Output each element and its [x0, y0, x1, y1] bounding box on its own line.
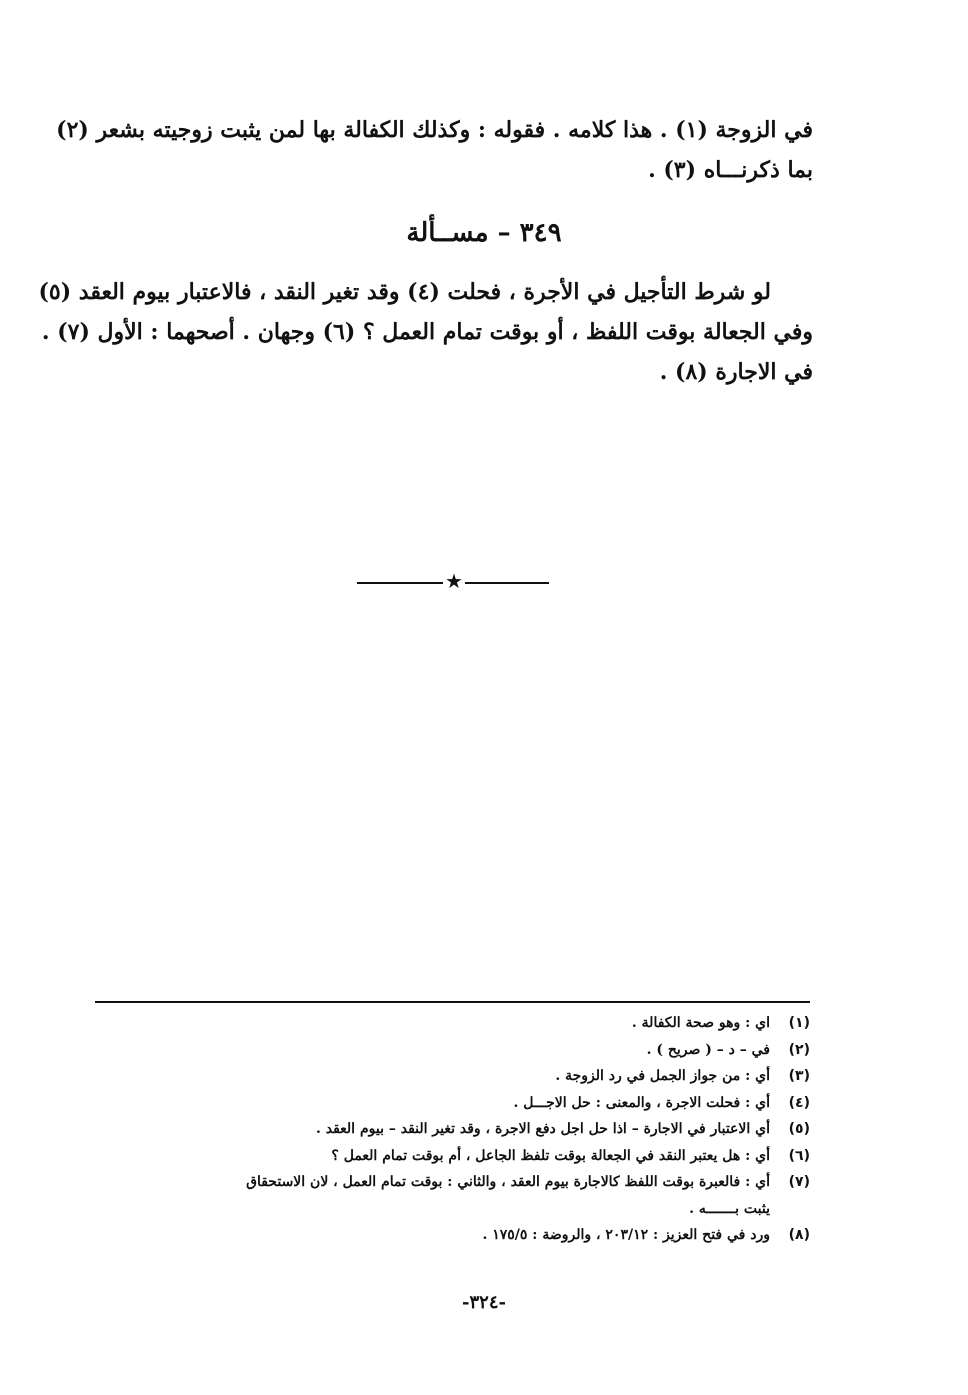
footnote-item	[105, 1010, 810, 1037]
footnote-number: (٥)	[788, 1121, 810, 1137]
footnote-item	[105, 1169, 810, 1196]
footnote-number: (٤)	[788, 1094, 810, 1111]
footnote-item	[105, 1037, 810, 1064]
footnote-item	[105, 1143, 810, 1170]
footnote-divider	[95, 1001, 810, 1003]
intro-line-2: بما ذكرنـــاه (٣) .	[648, 157, 813, 183]
footnote-text: أي الاعتبار في الاجارة – اذا حل اجل دفع الاجرة ، وقد تغير النقد – بيوم العقد .	[315, 1121, 770, 1137]
footnote-number: (٣)	[788, 1068, 810, 1084]
footnote-number: (٧)	[788, 1174, 810, 1190]
footnote-item	[105, 1063, 810, 1090]
footnote-text: أي : من جواز الجمل في رد الزوجة .	[555, 1068, 770, 1084]
footnote-text: أي : هل يعتبر النقد في الجعالة بوقت تلفظ الجاعل ، أم بوقت تمام العمل ؟	[331, 1147, 770, 1164]
paragraph-line-1: لو شرط التأجيل في الأجرة ، فحلت (٤) وقد تغير النقد ، فالاعتبار بيوم العقد (٥)	[38, 279, 771, 305]
intro-line-1: في الزوجة (١) . هذا كلامه . فقوله : وكذلك الكفالة بها لمن يثبت زوجيته بشعر (٢)	[56, 117, 813, 143]
footnote-number: (٨)	[788, 1227, 810, 1243]
footnote-item	[105, 1116, 810, 1143]
issue-paragraph	[38, 272, 813, 392]
footnotes	[105, 1010, 810, 1249]
footnote-text: ورد في فتح العزيز : ٢٠٣/١٢ ، والروضة : ١٧٥/٥ .	[482, 1227, 770, 1243]
footnote-text: أي : فالعبرة بوقت اللفظ كالاجارة بيوم العقد ، والثاني : بوقت تمام العمل ، لان الاستحقاق	[246, 1174, 770, 1190]
intro-text	[56, 110, 813, 190]
footnote-item	[105, 1090, 810, 1117]
footnote-text: اي : وهو صحة الكفالة .	[631, 1015, 770, 1031]
footnote-number: (٢)	[788, 1041, 810, 1058]
page-number: -٣٢٤-	[462, 1292, 506, 1313]
footnote-number: (١)	[788, 1015, 810, 1031]
paragraph-line-3: في الاجارة (٨) .	[659, 359, 813, 385]
star-icon: ★	[445, 569, 463, 593]
issue-heading: ٣٤٩ – مســألة	[406, 218, 562, 248]
section-separator	[357, 569, 549, 594]
footnote-item	[105, 1222, 810, 1249]
footnote-continuation: يثبت بـــــــه .	[689, 1200, 770, 1217]
footnote-text: أي : فحلت الاجرة ، والمعنى : حل الاجـــل .	[513, 1094, 770, 1111]
footnote-text: في – د – ( صريح ) .	[646, 1041, 770, 1058]
footnote-number: (٦)	[788, 1147, 810, 1164]
paragraph-line-2: وفي الجعالة بوقت اللفظ ، أو بوقت تمام العمل ؟ (٦) وجهان . أصحهما : الأول (٧) .	[41, 319, 813, 345]
